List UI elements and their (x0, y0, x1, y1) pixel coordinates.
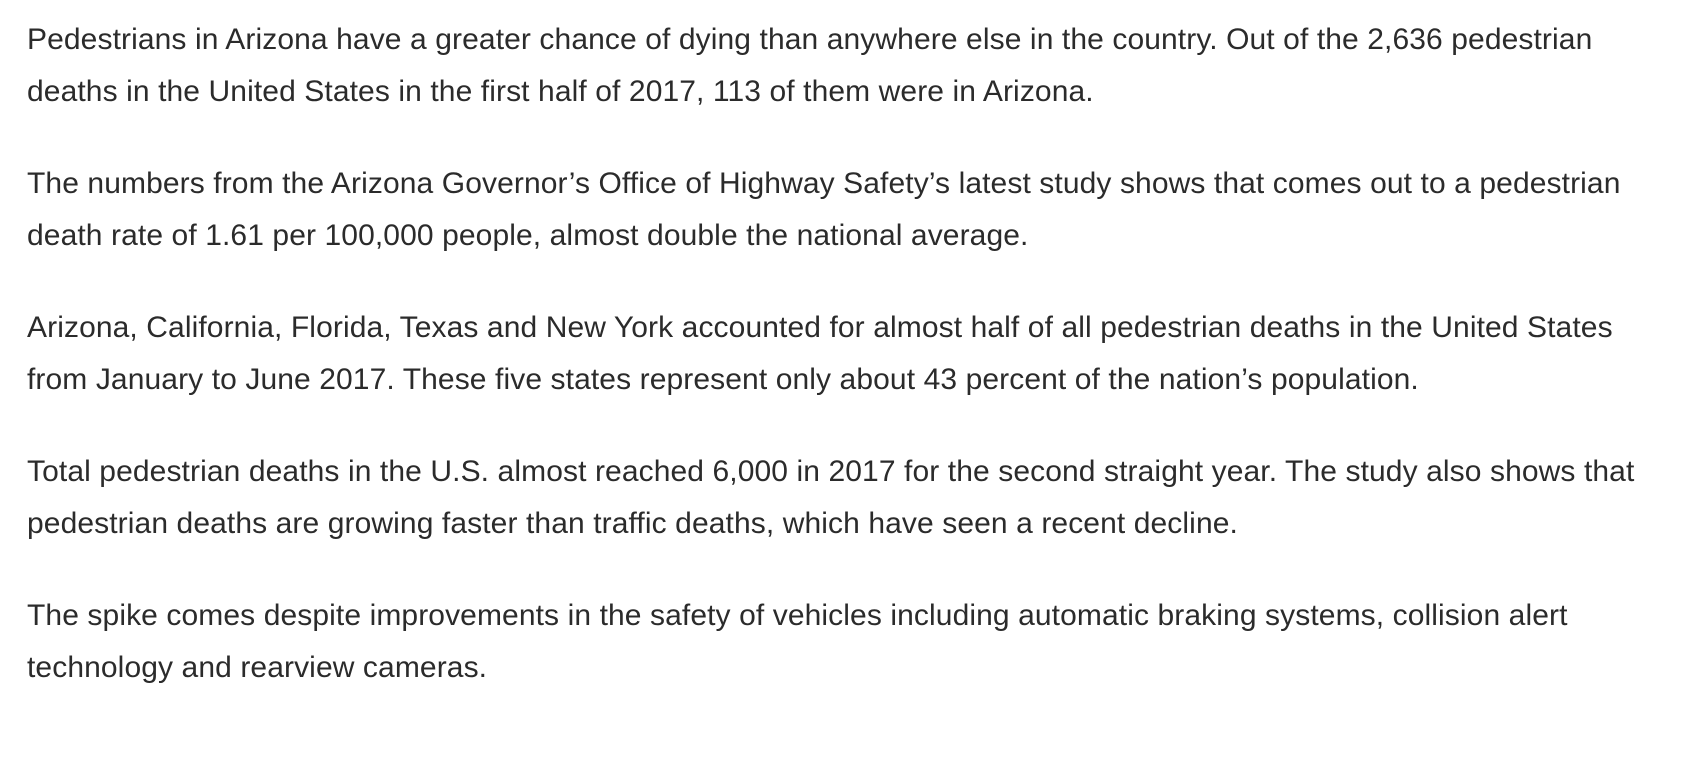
article-paragraph: Total pedestrian deaths in the U.S. almost reached 6,000 in 2017 for the second straight year. The study also shows that pedestrian deaths are growing faster than traffic deaths, which have seen a recent decline. (27, 455, 1635, 540)
article-paragraph: Pedestrians in Arizona have a greater chance of dying than anywhere else in the country. Out of the 2,636 pedestrian deaths in the United States in the first half of 2017, 113 of them were in Arizona. (27, 23, 1593, 108)
article-paragraph: The spike comes despite improvements in the safety of vehicles including automatic braking systems, collision alert technology and rearview cameras. (27, 599, 1568, 684)
article-paragraph: The numbers from the Arizona Governor’s Office of Highway Safety’s latest study shows that comes out to a pedestrian death rate of 1.61 per 100,000 people, almost double the national average. (27, 167, 1621, 252)
article-paragraph: Arizona, California, Florida, Texas and New York accounted for almost half of all pedestrian deaths in the United States from January to June 2017. These five states represent only about 43 percent of the nation’s population. (27, 311, 1613, 396)
article-body (27, 14, 1677, 694)
